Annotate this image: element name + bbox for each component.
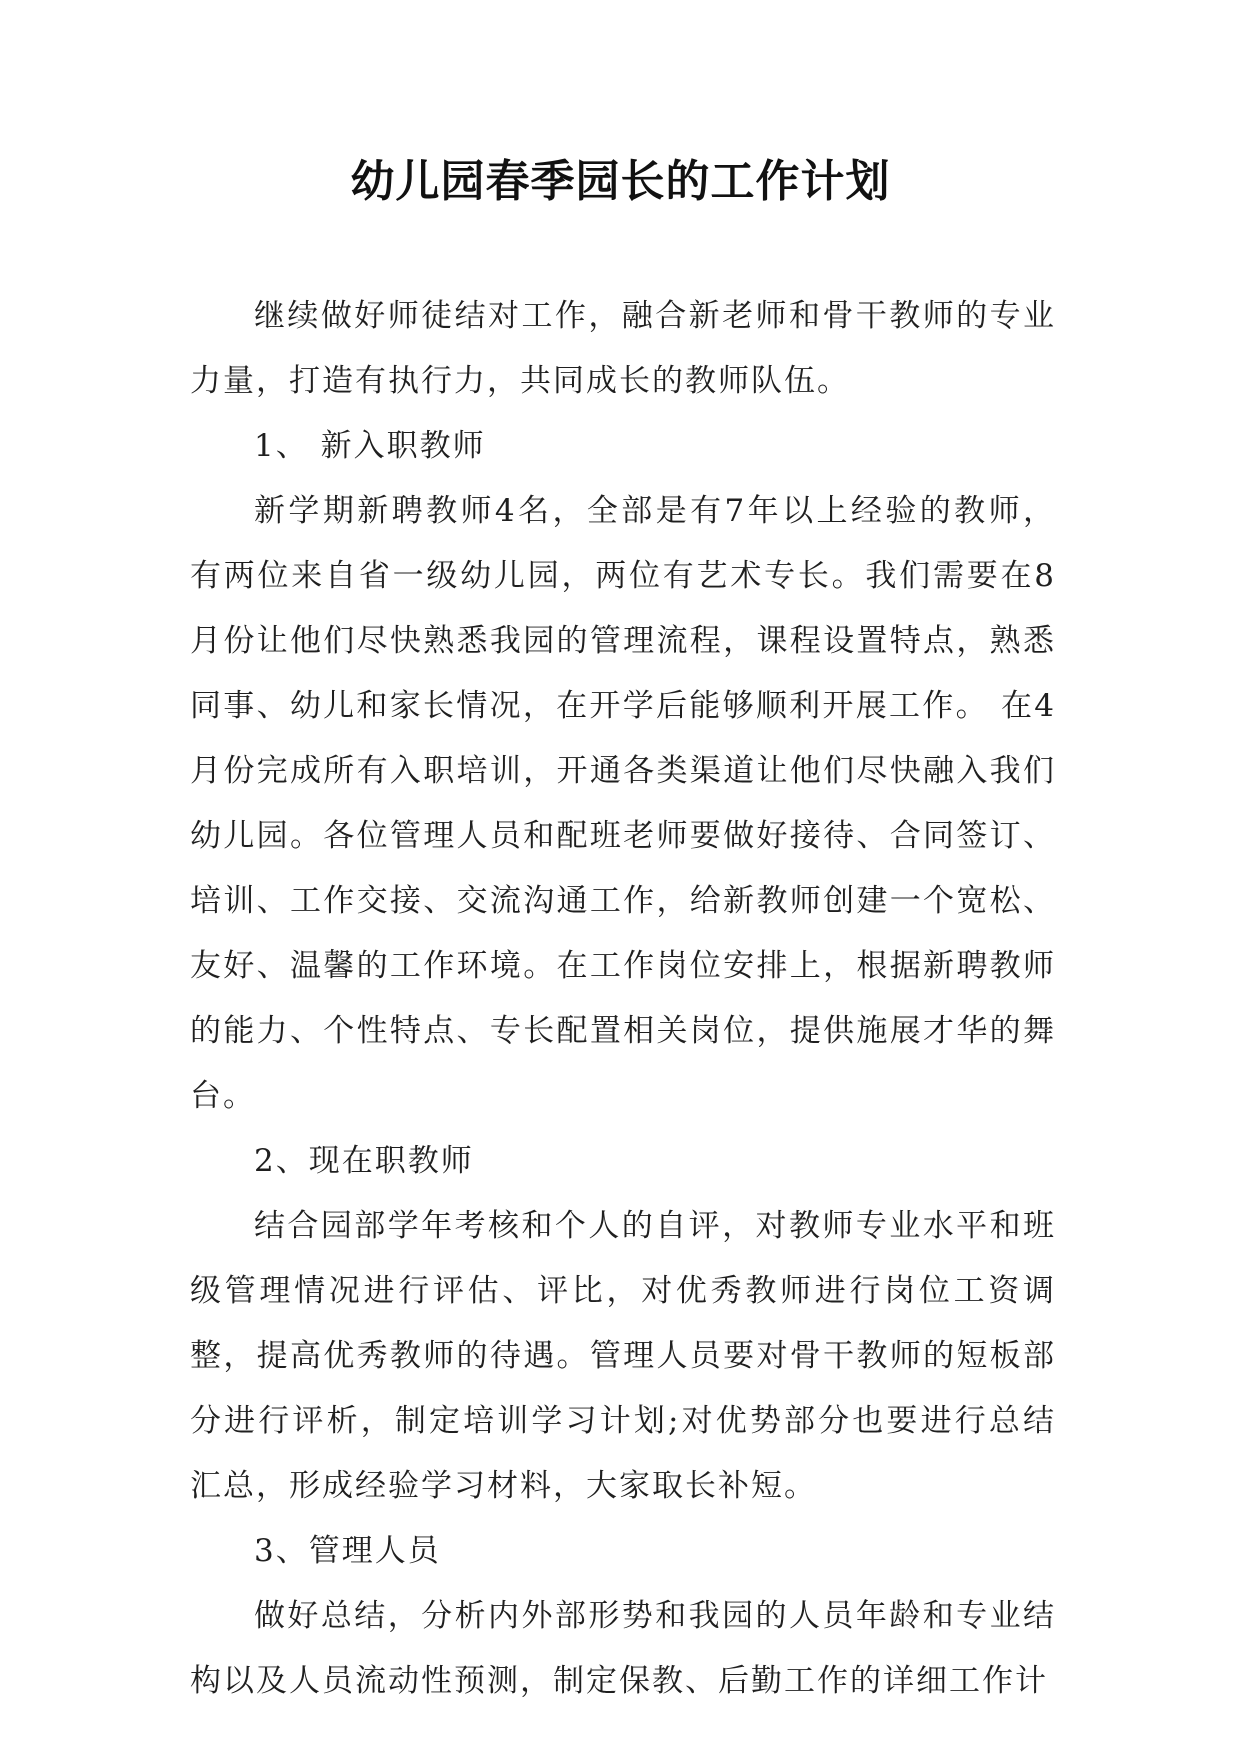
- paragraph-current-teachers: 结合园部学年考核和个人的自评，对教师专业水平和班级管理情况进行评估、评比，对优秀教师进行岗位工资调整，提高优秀教师的待遇。管理人员要对骨干教师的短板部分进行评析，制定培训学习计划;对优势部分也要进行总结汇总，形成经验学习材料，大家取长补短。: [190, 1208, 1056, 1504]
- paragraph-new-teachers: 新学期新聘教师4名，全部是有7年以上经验的教师，有两位来自省一级幼儿园，两位有艺术专长。我们需要在8月份让他们尽快熟悉我园的管理流程，课程设置特点，熟悉同事、幼儿和家长情况，在开学后能够顺利开展工作。 在4月份完成所有入职培训，开通各类渠道让他们尽快融入我们幼儿园。各位管理人员和配班老师要做好接待、合同签订、培训、工作交接、交流沟通工作，给新教师创建一个宽松、友好、温馨的工作环境。在工作岗位安排上，根据新聘教师的能力、个性特点、专长配置相关岗位，提供施展才华的舞台。: [190, 493, 1056, 1114]
- section-heading-new-teachers: 1、 新入职教师: [254, 428, 486, 464]
- document-title: 幼儿园春季园长的工作计划: [350, 156, 891, 207]
- section-heading-managers: 3、管理人员: [254, 1533, 441, 1569]
- document-body: [190, 284, 1056, 1714]
- section-heading-current-teachers: 2、现在职教师: [254, 1143, 474, 1179]
- paragraph-intro: 继续做好师徒结对工作，融合新老师和骨干教师的专业力量，打造有执行力，共同成长的教师队伍。: [190, 298, 1056, 399]
- paragraph-managers: 做好总结，分析内外部形势和我园的人员年龄和专业结构以及人员流动性预测，制定保教、后勤工作的详细工作计: [190, 1598, 1056, 1699]
